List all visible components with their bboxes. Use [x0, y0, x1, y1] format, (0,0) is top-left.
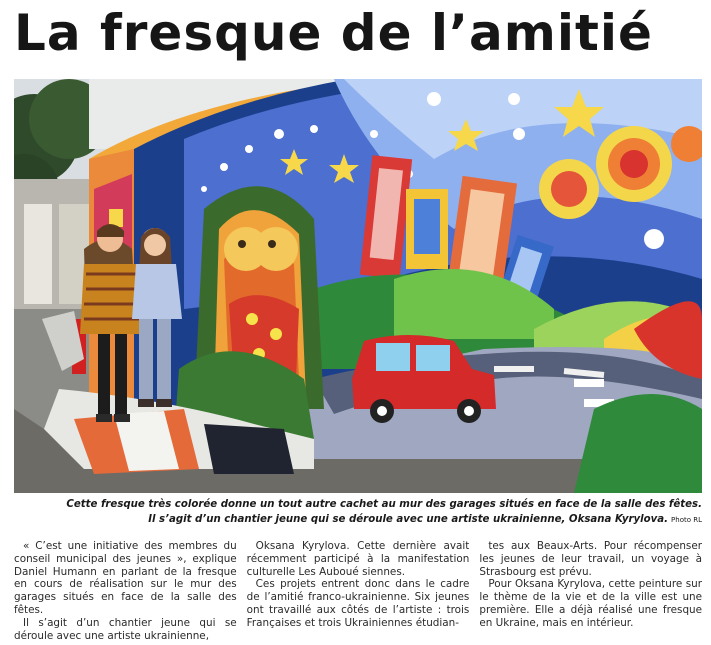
caption-line-2-text: Il s’agit d’un chantier jeune qui se déroule avec une artiste ukrainienne, Oksana Kyrylova.: [148, 514, 669, 525]
photo-credit: Photo RL: [671, 516, 702, 524]
headline: La fresque de l’amitié: [14, 4, 653, 62]
paragraph: Pour Oksana Kyrylova, cette peinture sur le thème de la vie et de la ville est une première. Elle a déjà réalisé une fresque en Ukraine, mais en intérieur.: [479, 578, 703, 629]
article-column-1: [14, 540, 237, 640]
fresco-photo: [14, 79, 702, 493]
paragraph: « C’est une initiative des membres du conseil municipal des jeunes », explique Daniel Humann en parlant de la fresque en cours de réalisation sur le mur des garages situés en face de la salle des fêtes.: [14, 540, 237, 616]
paragraph: tes aux Beaux-Arts. Pour récompenser les jeunes de leur travail, un voyage à Strasbourg est prévu.: [479, 540, 703, 578]
paragraph: Oksana Kyrylova. Cette dernière avait récemment participé à la manifestation culturelle Les Auboué siennes.: [246, 540, 470, 578]
paragraph: Il s’agit d’un chantier jeune qui se déroule avec une artiste ukrainienne,: [14, 616, 237, 640]
paragraph: Ces projets entrent donc dans le cadre de l’amitié franco-ukrainienne. Six jeunes ont travaillé aux côtés de l’artiste : trois Françaises et trois Ukrainiennes étudian-: [246, 578, 470, 629]
article-column-3: [479, 540, 702, 640]
caption-line-1: Cette fresque très colorée donne un tout autre cachet au mur des garages situés en face de la salle des fêtes.: [66, 499, 702, 510]
caption-line-2: [14, 512, 702, 528]
article-column-2: [247, 540, 470, 640]
article-body: [14, 540, 702, 640]
photo-caption: [14, 497, 702, 528]
